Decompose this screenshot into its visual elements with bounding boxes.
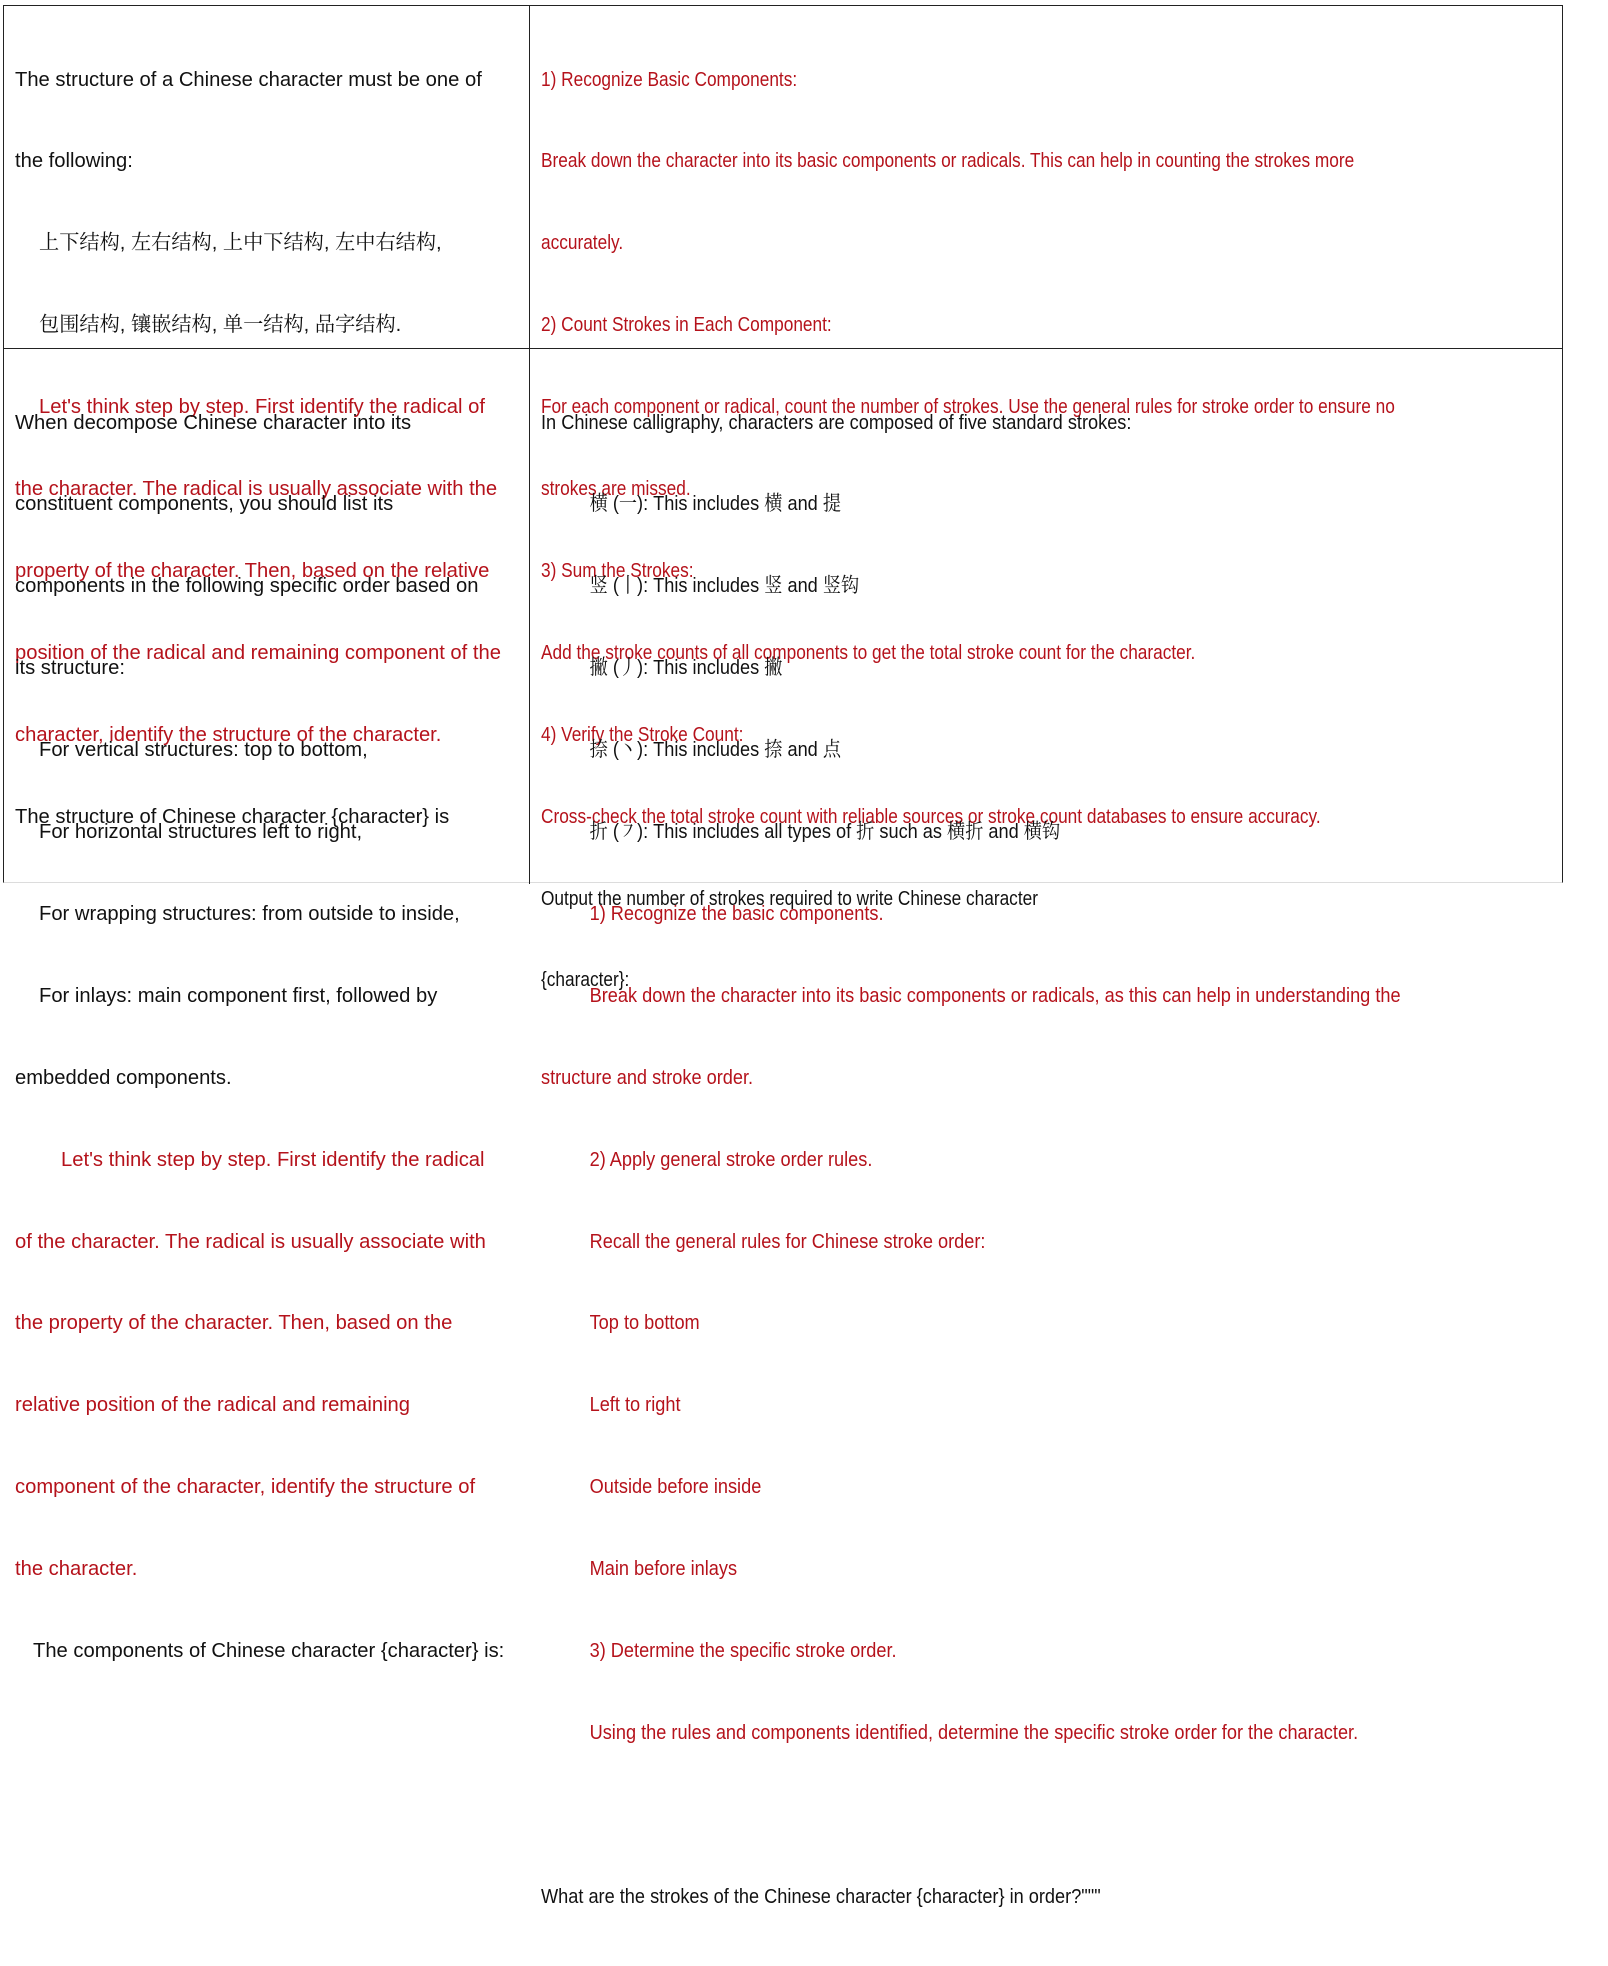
question-line: The structure of Chinese character {character} is: [15, 805, 450, 828]
step-detail: accurately.: [541, 232, 624, 255]
cot-instruction-line: Let's think step by step. First identify the radical of: [39, 396, 485, 419]
step-detail: Add the stroke counts of all components to get the total stroke count for the character.: [541, 641, 1196, 664]
step-heading: 2) Apply general stroke order rules.: [589, 1148, 873, 1171]
cot-instruction-line: character, identify the structure of the character.: [15, 723, 442, 746]
rule-item: Top to bottom: [589, 1312, 700, 1335]
cot-instruction-line: relative position of the radical and remaining: [15, 1394, 411, 1417]
step-heading: 3) Determine the specific stroke order.: [589, 1639, 897, 1662]
stroke-order-prompt-text: [541, 355, 1608, 1966]
text-line: components in the following specific order based on: [15, 575, 479, 598]
cot-instruction-line: position of the radical and remaining component of the: [15, 641, 501, 664]
order-rule-line: For horizontal structures left to right,: [39, 821, 363, 844]
rule-item: Outside before inside: [589, 1476, 762, 1499]
order-rule-line: For inlays: main component first, followed by: [39, 984, 438, 1007]
prompt-table: [3, 5, 1563, 1908]
rule-item: Left to right: [589, 1394, 681, 1417]
question-line: Output the number of strokes required to write Chinese character: [541, 887, 1038, 910]
cot-instruction-line: the property of the character. Then, based on the: [15, 1312, 453, 1335]
step-heading: 2) Count Strokes in Each Component:: [541, 314, 832, 337]
step-detail: Cross-check the total stroke count with reliable sources or stroke count databases to ensure accuracy.: [541, 805, 1321, 828]
stroke-type-line: 折 (㇇): This includes all types of 折 such as 横折 and 横钩: [589, 821, 1061, 844]
text-line: its structure:: [15, 657, 125, 680]
cot-instruction-line: component of the character, identify the structure of: [15, 1476, 476, 1499]
step-detail: strokes are missed.: [541, 478, 691, 501]
stroke-type-line: 横 (一): This includes 横 and 提: [589, 493, 842, 516]
structure-types-line: 包围结构, 镶嵌结构, 单一结构, 品字结构.: [39, 314, 402, 337]
text-line: constituent components, you should list its: [15, 493, 394, 516]
order-rule-line: For wrapping structures: from outside to inside,: [39, 902, 460, 925]
decomposition-prompt-text: [4, 349, 529, 1720]
cot-instruction-line: Let's think step by step. First identify the radical: [61, 1148, 485, 1171]
stroke-type-line: 捺 (丶): This includes 捺 and 点: [589, 739, 842, 762]
cot-instruction-line: property of the character. Then, based on the relative: [15, 559, 490, 582]
text-line: the following:: [15, 150, 133, 173]
step-detail: Break down the character into its basic components or radicals, as this can help in understanding the: [589, 984, 1401, 1007]
question-line: {character}:: [541, 969, 630, 992]
step-heading: 3) Sum the Strokes:: [541, 559, 694, 582]
cot-instruction-line: the character.: [15, 1558, 138, 1581]
structure-types-line: 上下结构, 左右结构, 上中下结构, 左中右结构,: [39, 232, 442, 255]
step-detail: Using the rules and components identified, determine the specific stroke order for the character.: [589, 1721, 1359, 1744]
cot-instruction-line: of the character. The radical is usually associate with: [15, 1230, 486, 1253]
blank-line: [541, 1802, 1608, 1829]
order-rule-line: embedded components.: [15, 1066, 232, 1089]
step-detail: structure and stroke order.: [541, 1066, 754, 1089]
text-line: When decompose Chinese character into its: [15, 411, 412, 434]
order-rule-line: For vertical structures: top to bottom,: [39, 739, 368, 762]
step-heading: 1) Recognize the basic components.: [589, 902, 884, 925]
stroke-type-line: 撇 (丿): This includes 撇: [589, 657, 783, 680]
step-heading: 4) Verify the Stroke Count:: [541, 723, 744, 746]
text-line: The structure of a Chinese character must be one of: [15, 68, 482, 91]
step-detail: Recall the general rules for Chinese stroke order:: [589, 1230, 986, 1253]
rule-item: Main before inlays: [589, 1558, 738, 1581]
cell-decomposition-prompt: [4, 349, 530, 1662]
step-detail: Break down the character into its basic components or radicals. This can help in counting the strokes more: [541, 150, 1355, 173]
cot-instruction-line: the character. The radical is usually associate with the: [15, 478, 498, 501]
stroke-type-line: 竖 (丨): This includes 竖 and 竖钩: [589, 575, 860, 598]
question-line: The components of Chinese character {character} is:: [33, 1639, 505, 1662]
question-line: What are the strokes of the Chinese character {character} in order?""": [541, 1885, 1101, 1908]
text-line: In Chinese calligraphy, characters are composed of five standard strokes:: [541, 411, 1132, 434]
step-detail: For each component or radical, count the number of strokes. Use the general rules for stroke order to ensure no: [541, 396, 1395, 419]
step-heading: 1) Recognize Basic Components:: [541, 68, 798, 91]
